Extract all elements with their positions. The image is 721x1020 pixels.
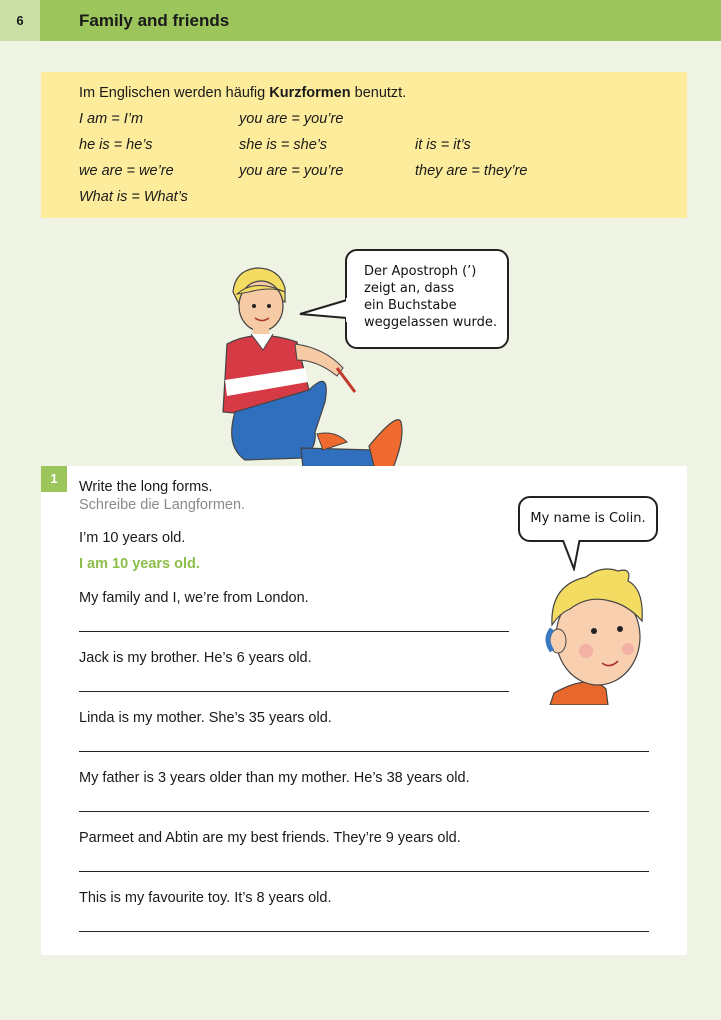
answer-line[interactable] [79,631,509,632]
page-number: 6 [0,0,40,41]
short-form: we are = we’re [79,163,174,179]
answer-line[interactable] [79,931,649,932]
exercise-sentence: Jack is my brother. He’s 6 years old. [79,650,312,666]
bubble-tail [298,298,350,322]
exercise-instruction-german: Schreibe die Langformen. [79,497,246,513]
answer-line[interactable] [79,691,509,692]
short-form: he is = he’s [79,137,153,153]
exercise-sentence: Linda is my mother. She’s 35 years old. [79,710,332,726]
short-form: she is = she’s [239,137,327,153]
short-form: you are = you’re [239,111,344,127]
colin-speech-bubble: My name is Colin. [518,496,658,542]
exercise-instruction: Write the long forms. [79,479,213,495]
exercise-sentence: My father is 3 years older than my mother. He’s 38 years old. [79,770,470,786]
exercise-sentence: This is my favourite toy. It’s 8 years old. [79,890,332,906]
answer-line[interactable] [79,871,649,872]
short-form: you are = you’re [239,163,344,179]
short-forms-intro: Im Englischen werden häufig Kurzformen benutzt. [79,85,407,101]
example-question: I’m 10 years old. [79,530,186,546]
answer-line[interactable] [79,751,649,752]
answer-line[interactable] [79,811,649,812]
short-form: they are = they’re [415,163,528,179]
short-form: I am = I’m [79,111,144,127]
example-answer: I am 10 years old. [79,556,200,572]
exercise-sentence: Parmeet and Abtin are my best friends. They’re 9 years old. [79,830,461,846]
colin-illustration [540,565,650,705]
exercise-number: 1 [41,466,67,492]
apostrophe-speech-bubble: Der Apostroph (’) zeigt an, dass ein Buchstabe weggelassen wurde. [345,249,509,349]
page-title: Family and friends [79,11,230,30]
short-form: it is = it’s [415,137,471,153]
keyword-kurzformen: Kurzformen [269,85,351,101]
short-forms-box [41,72,687,218]
short-form: What is = What’s [79,189,188,205]
exercise-sentence: My family and I, we’re from London. [79,590,309,606]
